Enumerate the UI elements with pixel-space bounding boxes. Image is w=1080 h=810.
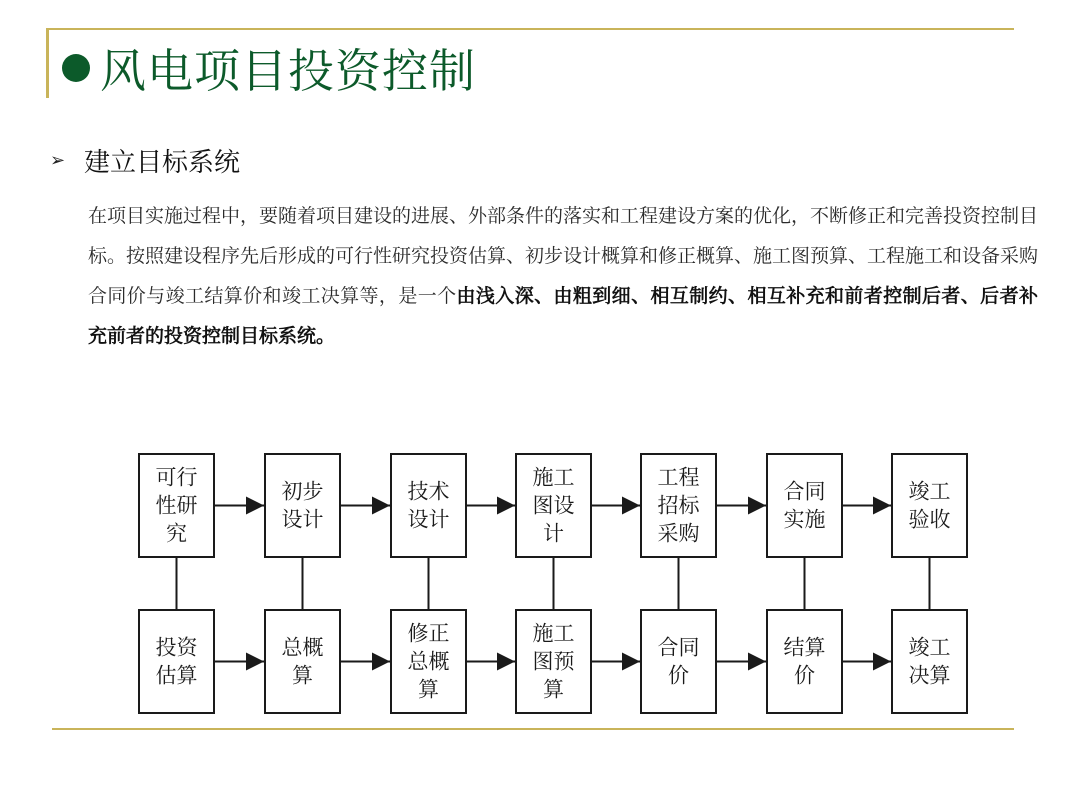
flow-node-bottom-2	[265, 610, 340, 713]
flow-node-box	[139, 610, 214, 713]
flow-node-box	[391, 454, 466, 557]
flow-node-top-6	[767, 454, 842, 557]
flow-node-label: 算	[543, 677, 564, 702]
flow-node-label: 投资	[155, 635, 198, 660]
flow-node-label: 估算	[155, 663, 198, 688]
flow-node-label: 图预	[532, 649, 575, 674]
flow-node-label: 合同	[783, 479, 826, 504]
flow-node-box	[892, 610, 967, 713]
arrow-bullet-icon: ➢	[50, 150, 66, 171]
flow-node-label: 性研	[155, 493, 198, 518]
flow-node-bottom-1	[139, 610, 214, 713]
paragraph-plain: 在项目实施过程中，要随着项目建设的进展、外部条件的落实和工程建设方案的优化，不断修正和完善投资控制目标。按照建设程序先后形成的可行性研究投资估算、初步设计概算和修正概算、施工图预算、工程施工和设备采购合同价与竣工结算价和竣工决算等，是一个	[88, 205, 1039, 307]
flow-node-top-5	[641, 454, 716, 557]
flow-node-label: 设计	[281, 507, 324, 532]
flow-node-top-3	[391, 454, 466, 557]
flow-node-label: 竣工	[908, 479, 951, 504]
flow-node-label: 结算	[783, 635, 826, 660]
flow-node-label: 修正	[407, 621, 450, 646]
flow-node-label: 算	[292, 663, 313, 688]
flow-node-bottom-4	[516, 610, 591, 713]
bottom-rule	[52, 728, 1014, 730]
flow-node-label: 价	[668, 663, 689, 688]
flow-node-label: 实施	[783, 507, 826, 532]
flow-node-label: 究	[166, 521, 187, 546]
flow-node-label: 采购	[657, 521, 700, 546]
flow-node-bottom-5	[641, 610, 716, 713]
flow-node-box	[265, 610, 340, 713]
flow-node-label: 总概	[281, 635, 324, 660]
paragraph-bold: 由浅入深、由粗到细、相互制约、相互补充和前者控制后者、后者补充前者的投资控制目标系统。	[88, 285, 1038, 347]
flow-node-label: 竣工	[908, 635, 951, 660]
flow-node-top-7	[892, 454, 967, 557]
flow-node-label: 验收	[908, 507, 951, 532]
flow-node-box	[265, 454, 340, 557]
flow-node-box	[767, 610, 842, 713]
flow-node-bottom-7	[892, 610, 967, 713]
flow-node-label: 价	[794, 663, 815, 688]
flow-node-label: 可行	[155, 465, 198, 490]
flow-node-label: 算	[418, 677, 439, 702]
flow-node-label: 决算	[908, 663, 951, 688]
flow-node-label: 施工	[532, 621, 575, 646]
page-title: 风电项目投资控制	[100, 44, 476, 98]
flow-node-label: 招标	[657, 493, 700, 518]
flow-node-bottom-6	[767, 610, 842, 713]
flow-node-top-4	[516, 454, 591, 557]
flow-node-label: 工程	[657, 465, 700, 490]
flow-node-box	[641, 610, 716, 713]
flow-node-label: 技术	[407, 479, 450, 504]
flow-node-label: 设计	[407, 507, 450, 532]
flow-node-top-2	[265, 454, 340, 557]
flow-node-label: 总概	[407, 649, 450, 674]
flow-node-label: 图设	[532, 493, 575, 518]
flow-node-label: 计	[543, 521, 564, 546]
flow-node-box	[892, 454, 967, 557]
flow-node-label: 施工	[532, 465, 575, 490]
flow-node-top-1	[139, 454, 214, 557]
flow-node-label: 合同	[657, 635, 700, 660]
flow-node-label: 初步	[281, 479, 324, 504]
flow-node-bottom-3	[391, 610, 466, 713]
section-title: 建立目标系统	[84, 148, 241, 178]
flow-node-box	[767, 454, 842, 557]
